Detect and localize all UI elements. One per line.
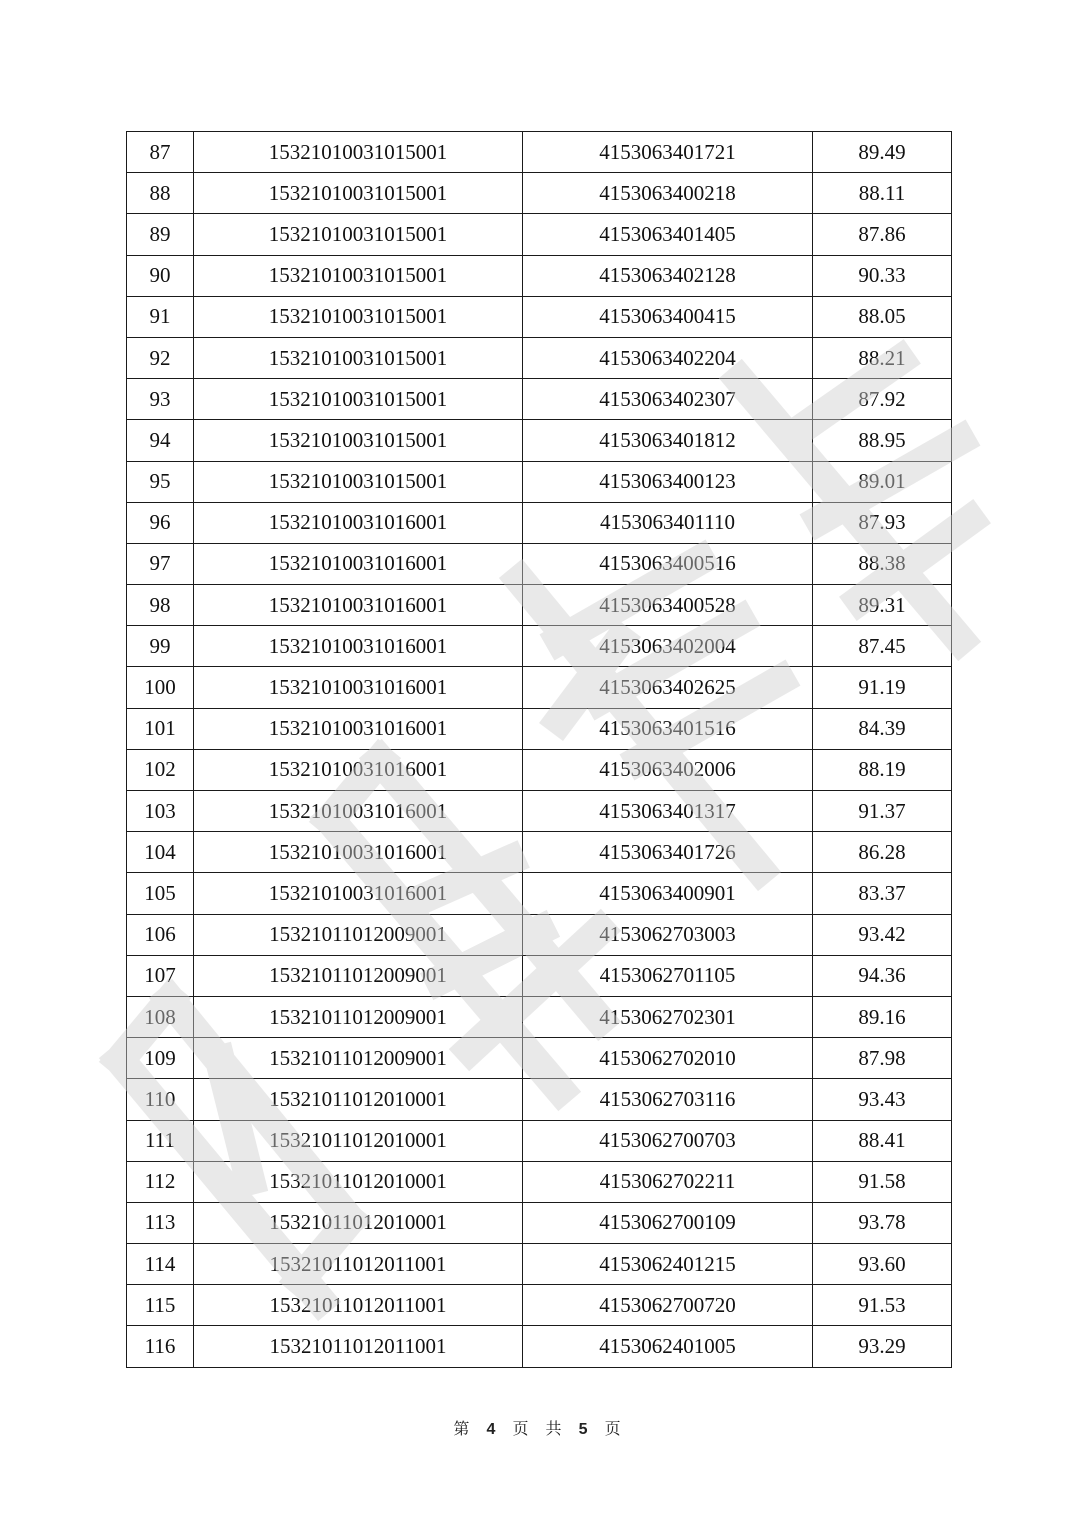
score-cell: 91.19 [813, 667, 952, 708]
candidate-id-cell: 4153062702211 [523, 1161, 813, 1202]
candidate-id-cell: 4153063400123 [523, 461, 813, 502]
position-code-cell: 15321011012010001 [194, 1079, 523, 1120]
candidate-id-cell: 4153062700109 [523, 1202, 813, 1243]
table-row [127, 1244, 952, 1285]
candidate-id-cell: 4153063401516 [523, 708, 813, 749]
candidate-id-cell: 4153062401215 [523, 1244, 813, 1285]
table-row [127, 667, 952, 708]
position-code-cell: 15321011012010001 [194, 1202, 523, 1243]
position-code-cell: 15321010031016001 [194, 873, 523, 914]
candidate-id-cell: 4153063402004 [523, 626, 813, 667]
position-code-cell: 15321011012010001 [194, 1161, 523, 1202]
table-row [127, 585, 952, 626]
table-row [127, 1120, 952, 1161]
table-row [127, 132, 952, 173]
candidate-id-cell: 4153062703003 [523, 914, 813, 955]
row-index-cell: 110 [127, 1079, 194, 1120]
table-row [127, 708, 952, 749]
row-index-cell: 90 [127, 255, 194, 296]
position-code-cell: 15321010031016001 [194, 585, 523, 626]
candidate-id-cell: 4153063402307 [523, 379, 813, 420]
score-cell: 89.01 [813, 461, 952, 502]
row-index-cell: 111 [127, 1120, 194, 1161]
score-cell: 88.11 [813, 173, 952, 214]
table-row [127, 379, 952, 420]
table-row [127, 832, 952, 873]
score-cell: 89.31 [813, 585, 952, 626]
position-code-cell: 15321010031015001 [194, 255, 523, 296]
candidate-id-cell: 4153063402204 [523, 337, 813, 378]
position-code-cell: 15321010031016001 [194, 626, 523, 667]
score-cell: 83.37 [813, 873, 952, 914]
score-cell: 88.95 [813, 420, 952, 461]
table-row [127, 1285, 952, 1326]
row-index-cell: 99 [127, 626, 194, 667]
footer-page-total: 5 [578, 1421, 594, 1438]
score-table-body [127, 132, 952, 1368]
position-code-cell: 15321010031015001 [194, 214, 523, 255]
position-code-cell: 15321010031015001 [194, 337, 523, 378]
score-cell: 88.41 [813, 1120, 952, 1161]
candidate-id-cell: 4153063401317 [523, 791, 813, 832]
score-cell: 89.49 [813, 132, 952, 173]
table-row [127, 914, 952, 955]
position-code-cell: 15321011012009001 [194, 955, 523, 996]
score-cell: 87.93 [813, 502, 952, 543]
position-code-cell: 15321010031015001 [194, 461, 523, 502]
row-index-cell: 103 [127, 791, 194, 832]
table-row [127, 873, 952, 914]
score-cell: 88.05 [813, 296, 952, 337]
footer-page-number: 4 [486, 1421, 502, 1438]
position-code-cell: 15321010031015001 [194, 173, 523, 214]
row-index-cell: 100 [127, 667, 194, 708]
table-row [127, 1326, 952, 1367]
score-cell: 89.16 [813, 996, 952, 1037]
score-cell: 88.19 [813, 749, 952, 790]
candidate-id-cell: 4153063400528 [523, 585, 813, 626]
table-row [127, 173, 952, 214]
row-index-cell: 108 [127, 996, 194, 1037]
table-row [127, 543, 952, 584]
row-index-cell: 94 [127, 420, 194, 461]
candidate-id-cell: 4153062702010 [523, 1038, 813, 1079]
candidate-id-cell: 4153063400218 [523, 173, 813, 214]
row-index-cell: 102 [127, 749, 194, 790]
position-code-cell: 15321010031016001 [194, 708, 523, 749]
position-code-cell: 15321010031016001 [194, 791, 523, 832]
table-row [127, 626, 952, 667]
row-index-cell: 101 [127, 708, 194, 749]
table-row [127, 791, 952, 832]
position-code-cell: 15321010031016001 [194, 667, 523, 708]
position-code-cell: 15321010031016001 [194, 543, 523, 584]
row-index-cell: 89 [127, 214, 194, 255]
candidate-id-cell: 4153063400415 [523, 296, 813, 337]
candidate-id-cell: 4153062401005 [523, 1326, 813, 1367]
candidate-id-cell: 4153062702301 [523, 996, 813, 1037]
row-index-cell: 114 [127, 1244, 194, 1285]
score-cell: 93.60 [813, 1244, 952, 1285]
row-index-cell: 107 [127, 955, 194, 996]
position-code-cell: 15321010031016001 [194, 832, 523, 873]
score-cell: 84.39 [813, 708, 952, 749]
score-cell: 87.86 [813, 214, 952, 255]
score-cell: 93.43 [813, 1079, 952, 1120]
row-index-cell: 112 [127, 1161, 194, 1202]
position-code-cell: 15321011012009001 [194, 1038, 523, 1079]
position-code-cell: 15321010031016001 [194, 502, 523, 543]
table-row [127, 502, 952, 543]
row-index-cell: 106 [127, 914, 194, 955]
position-code-cell: 15321010031015001 [194, 379, 523, 420]
score-cell: 93.42 [813, 914, 952, 955]
row-index-cell: 116 [127, 1326, 194, 1367]
score-cell: 88.38 [813, 543, 952, 584]
candidate-id-cell: 4153063400516 [523, 543, 813, 584]
candidate-id-cell: 4153063402006 [523, 749, 813, 790]
row-index-cell: 97 [127, 543, 194, 584]
score-cell: 87.92 [813, 379, 952, 420]
row-index-cell: 104 [127, 832, 194, 873]
score-cell: 87.45 [813, 626, 952, 667]
row-index-cell: 93 [127, 379, 194, 420]
table-row [127, 1079, 952, 1120]
score-cell: 88.21 [813, 337, 952, 378]
score-cell: 91.58 [813, 1161, 952, 1202]
row-index-cell: 88 [127, 173, 194, 214]
candidate-id-cell: 4153063401405 [523, 214, 813, 255]
table-row [127, 955, 952, 996]
position-code-cell: 15321010031015001 [194, 132, 523, 173]
table-row [127, 1161, 952, 1202]
candidate-id-cell: 4153063401721 [523, 132, 813, 173]
table-row [127, 214, 952, 255]
position-code-cell: 15321011012011001 [194, 1285, 523, 1326]
candidate-id-cell: 4153063401110 [523, 502, 813, 543]
table-row [127, 255, 952, 296]
table-row [127, 420, 952, 461]
position-code-cell: 15321011012010001 [194, 1120, 523, 1161]
score-cell: 93.78 [813, 1202, 952, 1243]
table-row [127, 461, 952, 502]
row-index-cell: 113 [127, 1202, 194, 1243]
table-row [127, 1038, 952, 1079]
row-index-cell: 91 [127, 296, 194, 337]
table-row [127, 296, 952, 337]
score-cell: 86.28 [813, 832, 952, 873]
table-row [127, 337, 952, 378]
score-cell: 87.98 [813, 1038, 952, 1079]
row-index-cell: 98 [127, 585, 194, 626]
candidate-id-cell: 4153063400901 [523, 873, 813, 914]
row-index-cell: 96 [127, 502, 194, 543]
candidate-id-cell: 4153063401812 [523, 420, 813, 461]
candidate-id-cell: 4153063402625 [523, 667, 813, 708]
row-index-cell: 105 [127, 873, 194, 914]
row-index-cell: 109 [127, 1038, 194, 1079]
position-code-cell: 15321010031015001 [194, 420, 523, 461]
footer-suffix: 页 [604, 1419, 627, 1438]
candidate-id-cell: 4153062703116 [523, 1079, 813, 1120]
candidate-id-cell: 4153063401726 [523, 832, 813, 873]
row-index-cell: 115 [127, 1285, 194, 1326]
candidate-id-cell: 4153062700703 [523, 1120, 813, 1161]
score-cell: 93.29 [813, 1326, 952, 1367]
candidate-id-cell: 4153062701105 [523, 955, 813, 996]
score-cell: 91.53 [813, 1285, 952, 1326]
score-table [126, 131, 952, 1368]
position-code-cell: 15321011012009001 [194, 914, 523, 955]
page-footer [0, 1416, 1080, 1439]
position-code-cell: 15321011012009001 [194, 996, 523, 1037]
score-cell: 91.37 [813, 791, 952, 832]
score-cell: 94.36 [813, 955, 952, 996]
table-row [127, 1202, 952, 1243]
score-cell: 90.33 [813, 255, 952, 296]
position-code-cell: 15321010031016001 [194, 749, 523, 790]
position-code-cell: 15321010031015001 [194, 296, 523, 337]
candidate-id-cell: 4153062700720 [523, 1285, 813, 1326]
row-index-cell: 87 [127, 132, 194, 173]
candidate-id-cell: 4153063402128 [523, 255, 813, 296]
footer-prefix: 第 [453, 1419, 476, 1438]
footer-mid: 页 共 [512, 1419, 568, 1438]
row-index-cell: 95 [127, 461, 194, 502]
table-row [127, 996, 952, 1037]
table-row [127, 749, 952, 790]
position-code-cell: 15321011012011001 [194, 1326, 523, 1367]
row-index-cell: 92 [127, 337, 194, 378]
position-code-cell: 15321011012011001 [194, 1244, 523, 1285]
